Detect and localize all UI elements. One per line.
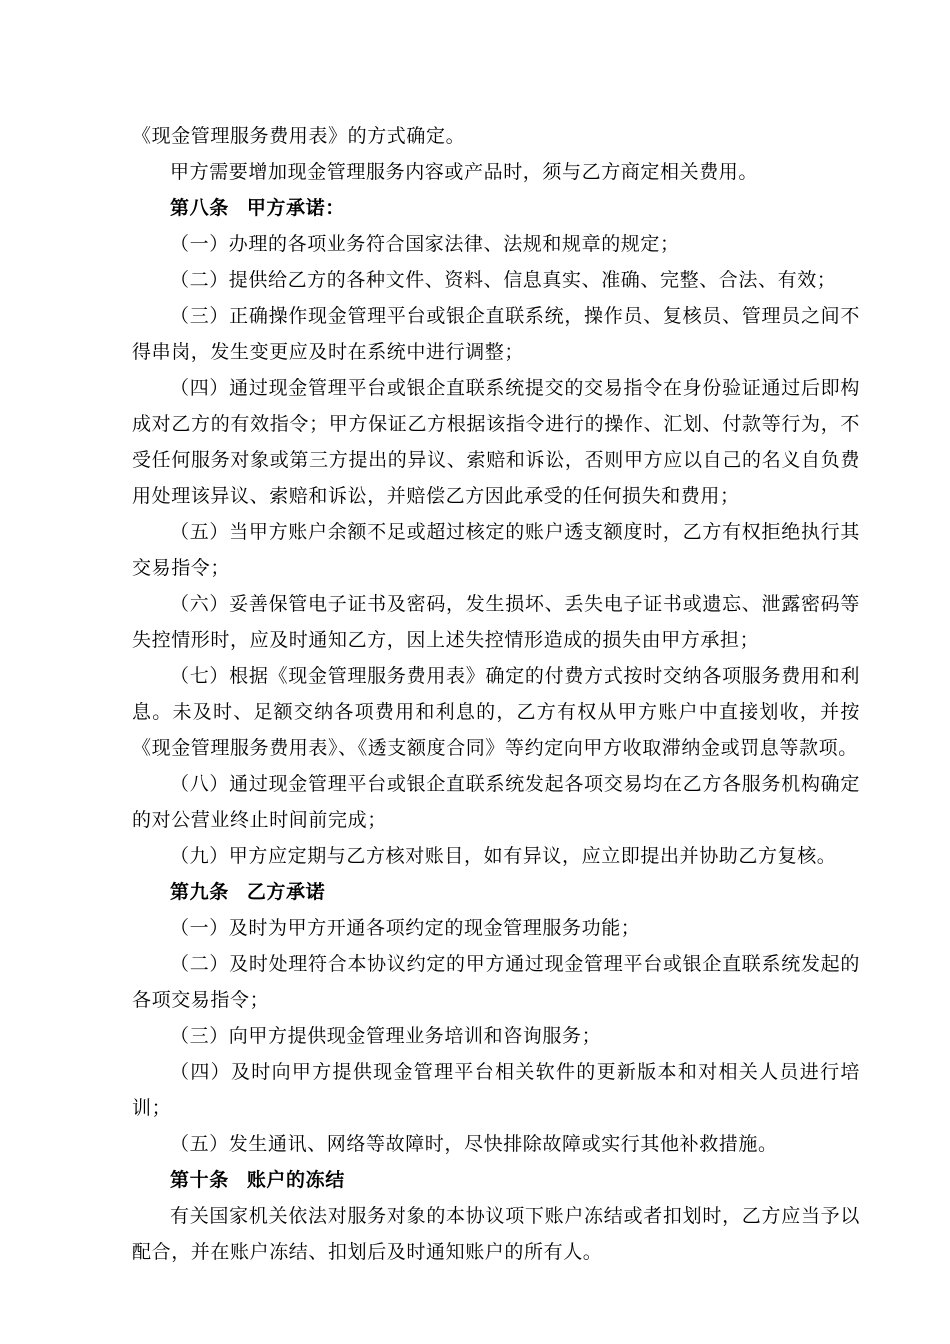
article-8-item-3: （三）正确操作现金管理平台或银企直联系统，操作员、复核员、管理员之间不得串岗，发生变更应及时在系统中进行调整；: [132, 305, 860, 363]
article-10-title: 账户的冻结: [246, 1169, 345, 1191]
article-10-body: 有关国家机关依法对服务对象的本协议项下账户冻结或者扣划时，乙方应当予以配合，并在账户冻结、扣划后及时通知账户的所有人。: [132, 1205, 860, 1263]
article-8-item-5: （五）当甲方账户余额不足或超过核定的账户透支额度时，乙方有权拒绝执行其交易指令；: [132, 521, 860, 579]
article-9-item-1: （一）及时为甲方开通各项约定的现金管理服务功能；: [170, 917, 641, 939]
article-8-item-8: （八）通过现金管理平台或银企直联系统发起各项交易均在乙方各服务机构确定的对公营业终止时间前完成；: [132, 773, 860, 831]
article-9-heading: [132, 874, 860, 910]
article-9-item-5: （五）发生通讯、网络等故障时，尽快排除故障或实行其他补救措施。: [170, 1133, 778, 1155]
article-8-item-9: （九）甲方应定期与乙方核对账目，如有异议，应立即提出并协助乙方复核。: [170, 845, 837, 867]
article-8-item-2: （二）提供给乙方的各种文件、资料、信息真实、准确、完整、合法、有效；: [170, 269, 837, 291]
article-8-item-4: （四）通过现金管理平台或银企直联系统提交的交易指令在身份验证通过后即构成对乙方的有效指令；甲方保证乙方根据该指令进行的操作、汇划、付款等行为，不受任何服务对象或第三方提出的异议、索赔和诉讼，否则甲方应以自己的名义自负费用处理该异议、索赔和诉讼，并赔偿乙方因此承受的任何损失和费用；: [132, 377, 860, 507]
continuation-line: 《现金管理服务费用表》的方式确定。: [132, 125, 466, 147]
article-10-number: 第十条: [170, 1169, 229, 1191]
article-8-item-7: （七）根据《现金管理服务费用表》确定的付费方式按时交纳各项服务费用和利息。未及时、足额交纳各项费用和利息的，乙方有权从甲方账户中直接划收，并按《现金管理服务费用表》、《透支额度合同》等约定向甲方收取滞纳金或罚息等款项。: [132, 665, 860, 759]
article-9-item-3: （三）向甲方提供现金管理业务培训和咨询服务；: [170, 1025, 602, 1047]
article-8-heading: [132, 190, 860, 226]
article-8-item-6: （六）妥善保管电子证书及密码，发生损坏、丢失电子证书或遗忘、泄露密码等失控情形时，应及时通知乙方，因上述失控情形造成的损失由甲方承担；: [132, 593, 860, 651]
article-10-heading: [132, 1162, 860, 1198]
article-9-number: 第九条: [170, 881, 229, 903]
intro-paragraph: 甲方需要增加现金管理服务内容或产品时，须与乙方商定相关费用。: [170, 161, 759, 183]
article-9-title: 乙方承诺: [246, 881, 326, 903]
article-9-item-4: （四）及时向甲方提供现金管理平台相关软件的更新版本和对相关人员进行培训；: [132, 1061, 860, 1119]
article-8-title: 甲方承诺：: [246, 197, 345, 219]
article-8-number: 第八条: [170, 197, 229, 219]
article-9-item-2: （二）及时处理符合本协议约定的甲方通过现金管理平台或银企直联系统发起的各项交易指令；: [132, 953, 860, 1011]
article-8-item-1: （一）办理的各项业务符合国家法律、法规和规章的规定；: [170, 233, 680, 255]
document-body: [132, 118, 860, 1270]
